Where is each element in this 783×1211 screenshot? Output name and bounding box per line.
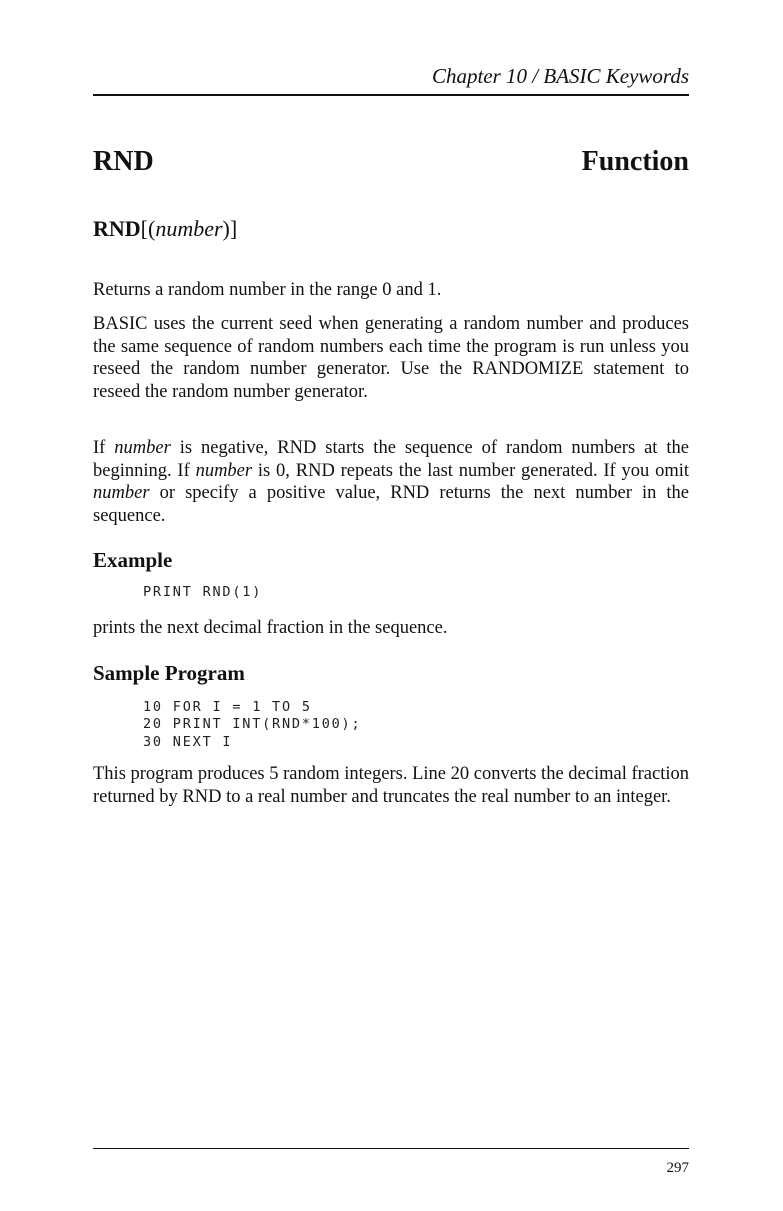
sample-program-heading: Sample Program (93, 661, 245, 685)
syntax-argument: number (155, 216, 223, 241)
running-header: Chapter 10 / BASIC Keywords (431, 64, 689, 88)
paragraph-program-explanation: This program produces 5 random integers. Line 20 converts the decimal fraction returned by RND to a real number and truncates the real number to an integer. (93, 764, 689, 807)
footer-rule (93, 1148, 689, 1149)
header-rule (93, 94, 689, 96)
sample-program-code-block (143, 699, 361, 751)
text-run: If (93, 438, 115, 458)
code-line: 20 PRINT INT(RND*100); (143, 716, 362, 733)
page-number: 297 (666, 1160, 689, 1176)
syntax-line (93, 214, 237, 244)
text-run: or specify a positive value, RND returns the next number in the sequence. (93, 483, 689, 526)
argument-term: number (195, 460, 253, 481)
entry-title-row (93, 146, 689, 186)
paragraph-example-result: prints the next decimal fraction in the sequence. (93, 618, 448, 638)
paragraph-argument (93, 437, 689, 527)
text-run: is negative, RND starts the sequence of random numbers at the beginning. If (93, 438, 690, 481)
keyword-title: RND (93, 146, 154, 177)
code-line: 10 FOR I = 1 TO 5 (143, 699, 312, 715)
paragraph-seed: BASIC uses the current seed when generating a random number and produces the same sequence of random numbers each time the program is run unless you reseed the random number generator. Use the RANDOMIZE statement to reseed the random number generator. (93, 314, 689, 402)
example-heading: Example (93, 548, 173, 572)
text-run: is 0, RND repeats the last number generated. If you omit (252, 460, 689, 481)
syntax-close-bracket: )] (222, 216, 238, 241)
argument-term: number (114, 438, 171, 458)
argument-term: number (93, 483, 150, 504)
paragraph-return-value: Returns a random number in the range 0 and 1. (93, 280, 442, 300)
syntax-open-bracket: [( (140, 216, 156, 241)
code-line: PRINT RND(1) (143, 584, 263, 600)
category-label: Function (581, 146, 689, 177)
example-code-block (143, 584, 262, 601)
code-line: 30 NEXT I (143, 733, 233, 750)
syntax-keyword: RND (93, 216, 141, 241)
